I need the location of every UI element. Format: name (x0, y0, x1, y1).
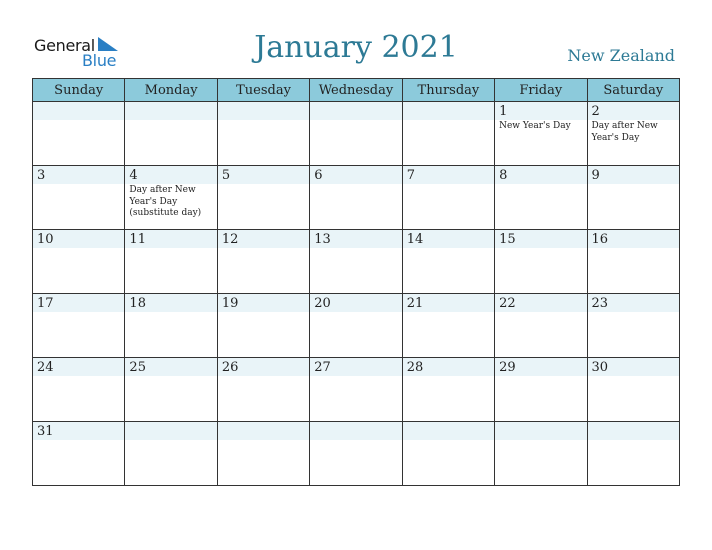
day-cell (217, 358, 309, 422)
day-number: 8 (499, 168, 508, 183)
day-number (495, 422, 586, 423)
day-number (310, 102, 401, 103)
day-number: 30 (591, 360, 609, 375)
logo-word-general: General (34, 36, 95, 55)
day-number: 15 (499, 232, 516, 247)
day-number: 11 (129, 232, 146, 247)
holiday-label: Day after New Year's Day (substitute day) (129, 185, 202, 218)
day-cell (217, 422, 309, 486)
day-number: 7 (406, 168, 415, 183)
weekday-saturday: Saturday (587, 79, 679, 102)
day-number: 19 (221, 296, 239, 311)
day-cell (33, 294, 125, 358)
day-number: 17 (37, 296, 54, 311)
weekday-tuesday: Tuesday (217, 79, 309, 102)
day-cell (217, 294, 309, 358)
day-number (403, 422, 494, 423)
day-number: 24 (37, 360, 54, 375)
day-cell (310, 358, 402, 422)
day-cell (587, 358, 679, 422)
day-number: 4 (129, 168, 138, 183)
day-number: 29 (499, 360, 516, 375)
week-row (33, 422, 680, 486)
day-number: 13 (314, 232, 331, 247)
day-cell (33, 230, 125, 294)
week-row (33, 358, 680, 422)
day-number (218, 422, 309, 423)
day-cell (495, 358, 587, 422)
logo-word-blue: Blue (82, 51, 117, 70)
week-row (33, 230, 680, 294)
holiday-label: New Year's Day (499, 121, 571, 131)
weekday-monday: Monday (125, 79, 217, 102)
day-cell (125, 102, 217, 166)
day-cell (495, 166, 587, 230)
day-cell (402, 230, 494, 294)
day-number: 5 (221, 168, 231, 183)
calendar-grid (32, 78, 680, 486)
day-cell (33, 358, 125, 422)
day-cell (402, 422, 494, 486)
week-row (33, 166, 680, 230)
day-number: 14 (406, 232, 424, 247)
day-number (218, 102, 309, 103)
day-cell (217, 102, 309, 166)
day-cell (125, 422, 217, 486)
day-number: 12 (221, 232, 239, 247)
day-number: 20 (314, 296, 331, 311)
day-number: 16 (591, 232, 609, 247)
day-cell (217, 166, 309, 230)
day-number: 26 (221, 360, 239, 375)
week-row (33, 294, 680, 358)
day-number: 18 (129, 296, 146, 311)
day-number (588, 422, 679, 423)
day-cell (587, 102, 679, 166)
day-cell (495, 102, 587, 166)
day-number: 1 (499, 104, 508, 119)
day-number: 23 (591, 296, 609, 311)
day-number: 10 (37, 232, 54, 247)
day-number (33, 102, 124, 103)
day-cell (125, 230, 217, 294)
day-number (125, 102, 216, 103)
day-number: 21 (406, 296, 424, 311)
day-number: 2 (591, 104, 600, 119)
day-number: 6 (314, 168, 323, 183)
weekday-sunday: Sunday (33, 79, 125, 102)
region-label: New Zealand (567, 46, 675, 65)
weekday-friday: Friday (495, 79, 587, 102)
day-number: 31 (37, 424, 54, 439)
day-cell (33, 166, 125, 230)
day-cell (402, 358, 494, 422)
day-cell (310, 102, 402, 166)
day-number: 27 (314, 360, 331, 375)
day-cell (310, 294, 402, 358)
weekday-header-row (33, 79, 680, 102)
day-cell (33, 102, 125, 166)
day-number: 3 (37, 168, 46, 183)
day-number: 25 (129, 360, 146, 375)
day-cell (495, 230, 587, 294)
day-number: 9 (591, 168, 600, 183)
day-number (403, 102, 494, 103)
day-cell (587, 230, 679, 294)
day-cell (587, 422, 679, 486)
day-cell (310, 230, 402, 294)
day-cell (217, 230, 309, 294)
day-cell (125, 166, 217, 230)
day-cell (310, 422, 402, 486)
day-number: 28 (406, 360, 424, 375)
day-cell (33, 422, 125, 486)
day-cell (402, 166, 494, 230)
day-number (310, 422, 401, 423)
weekday-thursday: Thursday (402, 79, 494, 102)
week-row (33, 102, 680, 166)
day-cell (587, 294, 679, 358)
page-title: January 2021 (254, 30, 458, 65)
day-number (125, 422, 216, 423)
day-cell (495, 422, 587, 486)
day-cell (125, 358, 217, 422)
day-cell (402, 102, 494, 166)
day-number: 22 (499, 296, 516, 311)
day-cell (125, 294, 217, 358)
holiday-label: Day after New Year's Day (591, 121, 658, 143)
weekday-wednesday: Wednesday (310, 79, 402, 102)
day-cell (587, 166, 679, 230)
day-cell (402, 294, 494, 358)
day-cell (310, 166, 402, 230)
day-cell (495, 294, 587, 358)
